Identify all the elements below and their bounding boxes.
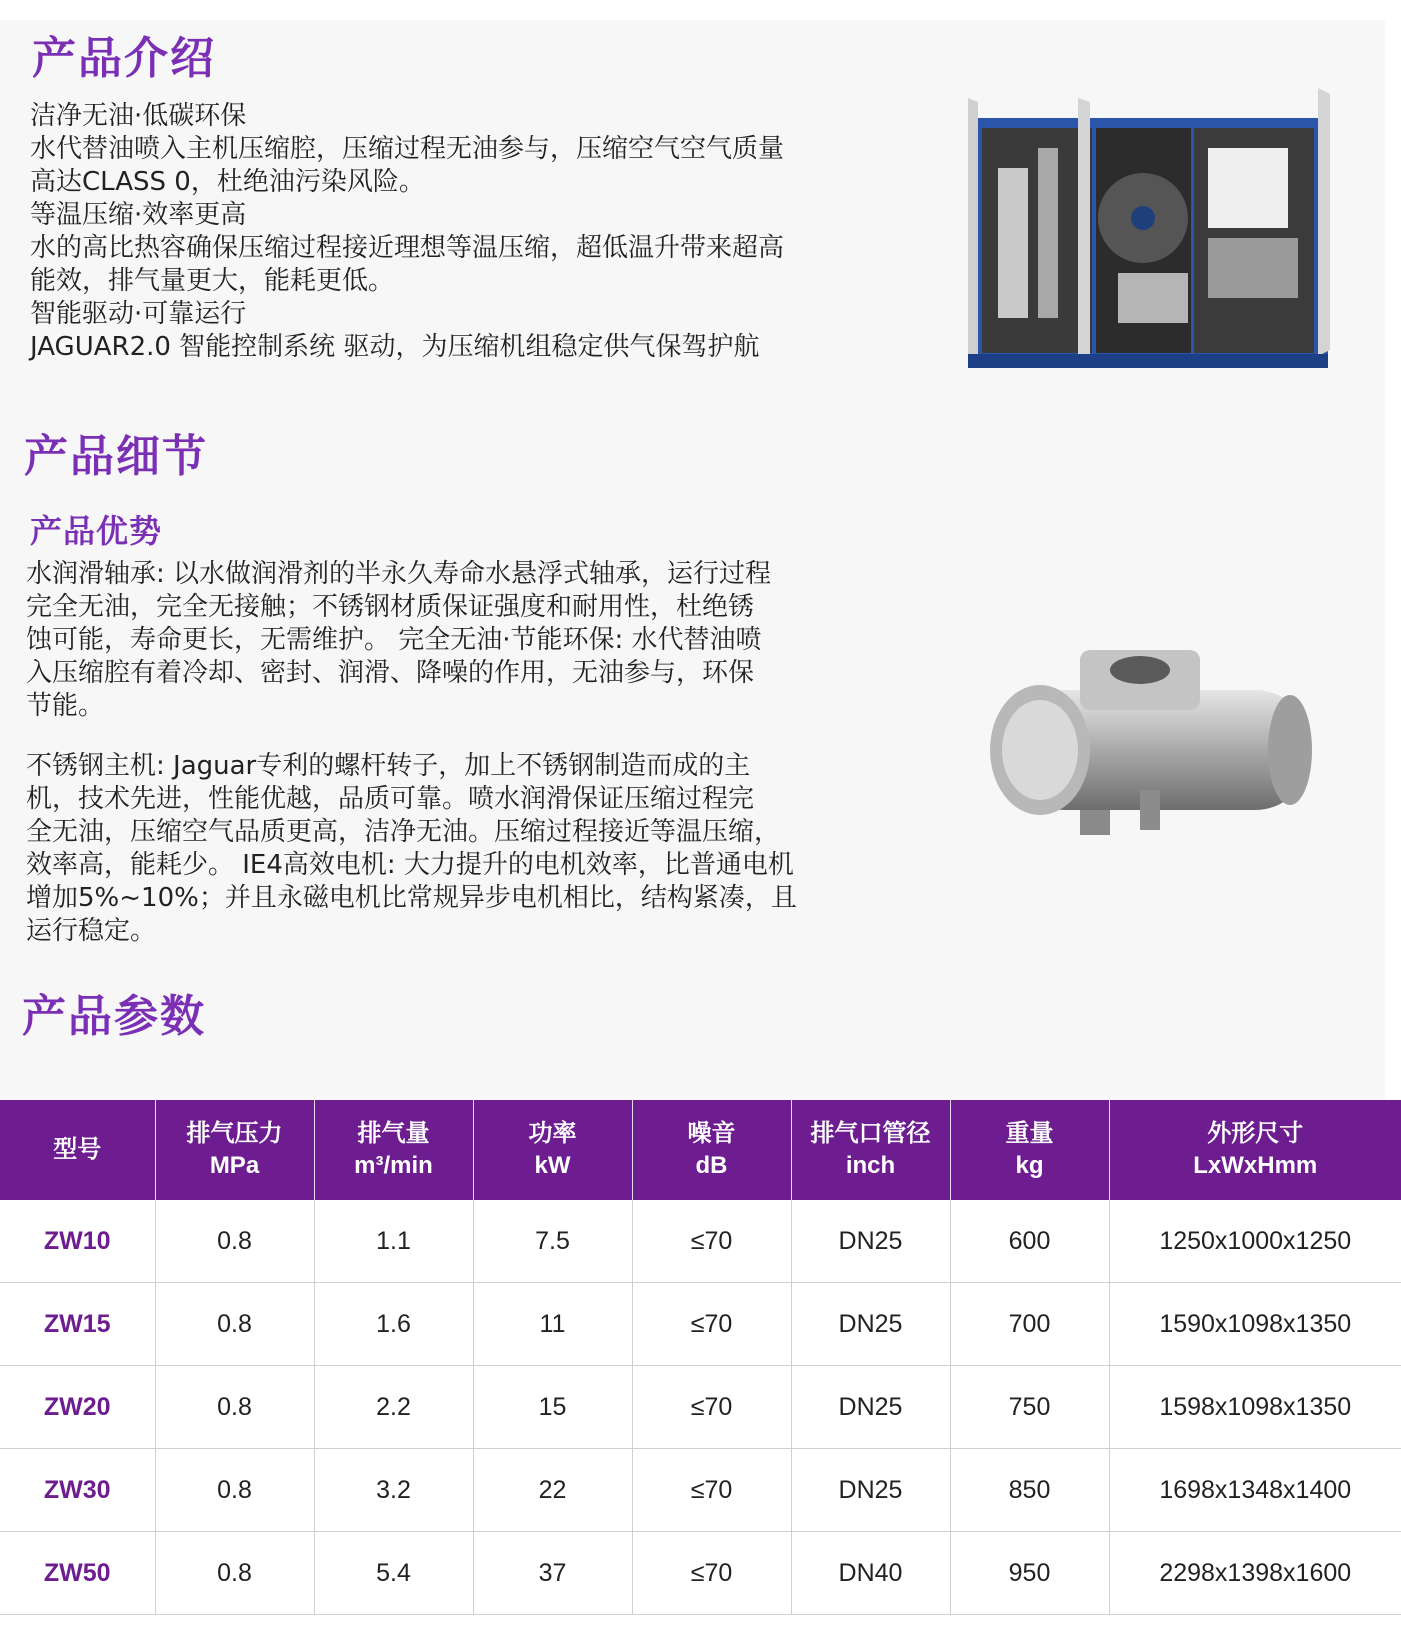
paragraph-line: 节能。 xyxy=(26,691,105,721)
model-cell: ZW50 xyxy=(0,1532,155,1615)
table-cell: DN25 xyxy=(791,1449,950,1532)
table-cell: 7.5 xyxy=(473,1200,632,1283)
table-row xyxy=(0,1449,1401,1532)
table-cell: ≤70 xyxy=(632,1283,791,1366)
table-row xyxy=(0,1532,1401,1615)
intro-line: 水的高比热容确保压缩过程接近理想等温压缩，超低温升带来超高 xyxy=(30,233,785,263)
table-cell: 850 xyxy=(950,1449,1109,1532)
column-header-unit: MPa xyxy=(209,1152,260,1179)
table-cell: 2298x1398x1600 xyxy=(1109,1532,1401,1615)
paragraph-line: 入压缩腔有着冷却、密封、润滑、降噪的作用，无油参与，环保 xyxy=(26,658,755,688)
intro-heading: 产品介绍 xyxy=(32,33,216,84)
model-cell: ZW20 xyxy=(0,1366,155,1449)
table-row xyxy=(0,1283,1401,1366)
intro-line: 能效，排气量更大，能耗更低。 xyxy=(30,266,395,296)
intro-text xyxy=(30,100,784,364)
params-heading: 产品参数 xyxy=(22,991,206,1042)
column-header-label: 外形尺寸 xyxy=(1207,1120,1304,1147)
model-cell: ZW30 xyxy=(0,1449,155,1532)
advantages-heading: 产品优势 xyxy=(30,512,163,550)
air-end-image xyxy=(980,640,1340,860)
table-cell: ≤70 xyxy=(632,1366,791,1449)
paragraph-line: 全无油，压缩空气品质更高，洁净无油。压缩过程接近等温压缩， xyxy=(26,817,781,847)
column-header-unit: m³/min xyxy=(354,1152,433,1179)
table-cell: 950 xyxy=(950,1532,1109,1615)
advantages-paragraph-1 xyxy=(26,558,771,723)
model-cell: ZW10 xyxy=(0,1200,155,1283)
spec-table xyxy=(0,1100,1401,1615)
column-header-label: 重量 xyxy=(1005,1120,1054,1147)
column-header xyxy=(473,1100,632,1200)
table-cell: 2.2 xyxy=(314,1366,473,1449)
paragraph-line: 蚀可能，寿命更长，无需维护。 完全无油·节能环保: 水代替油喷 xyxy=(26,625,762,655)
column-header-label: 排气量 xyxy=(357,1120,430,1147)
table-cell: 15 xyxy=(473,1366,632,1449)
model-cell: ZW15 xyxy=(0,1283,155,1366)
column-header-unit: LxWxHmm xyxy=(1193,1152,1318,1179)
column-header-unit: dB xyxy=(695,1152,728,1179)
intro-line: JAGUAR2.0 智能控制系统 驱动，为压缩机组稳定供气保驾护航 xyxy=(30,332,760,362)
table-cell: 750 xyxy=(950,1366,1109,1449)
table-cell: ≤70 xyxy=(632,1200,791,1283)
column-header-unit: inch xyxy=(845,1152,896,1179)
paragraph-line: 完全无油，完全无接触；不锈钢材质保证强度和耐用性，杜绝锈 xyxy=(26,592,755,622)
table-cell: 1.1 xyxy=(314,1200,473,1283)
table-cell: DN25 xyxy=(791,1200,950,1283)
table-cell: 11 xyxy=(473,1283,632,1366)
column-header-label: 型号 xyxy=(53,1136,102,1163)
intro-line: 智能驱动·可靠运行 xyxy=(30,299,247,329)
paragraph-line: 增加5%~10%；并且永磁电机比常规异步电机相比，结构紧凑，且 xyxy=(26,883,797,913)
column-header xyxy=(155,1100,314,1200)
column-header-label: 功率 xyxy=(528,1120,577,1147)
column-header xyxy=(314,1100,473,1200)
intro-line: 等温压缩·效率更高 xyxy=(30,200,247,230)
table-cell: 0.8 xyxy=(155,1283,314,1366)
table-row xyxy=(0,1366,1401,1449)
table-cell: 1598x1098x1350 xyxy=(1109,1366,1401,1449)
table-cell: 0.8 xyxy=(155,1449,314,1532)
table-cell: 3.2 xyxy=(314,1449,473,1532)
column-header xyxy=(1109,1100,1401,1200)
table-cell: DN40 xyxy=(791,1532,950,1615)
paragraph-line: 运行稳定。 xyxy=(26,916,157,946)
table-cell: 0.8 xyxy=(155,1200,314,1283)
intro-line: 水代替油喷入主机压缩腔，压缩过程无油参与，压缩空气空气质量 xyxy=(30,134,785,164)
table-cell: 5.4 xyxy=(314,1532,473,1615)
compressor-cabinet-image xyxy=(968,88,1338,376)
column-header xyxy=(632,1100,791,1200)
intro-line: 高达CLASS 0，杜绝油污染风险。 xyxy=(30,167,425,197)
table-cell: ≤70 xyxy=(632,1449,791,1532)
table-cell: 1.6 xyxy=(314,1283,473,1366)
table-cell: 1698x1348x1400 xyxy=(1109,1449,1401,1532)
table-cell: DN25 xyxy=(791,1366,950,1449)
column-header xyxy=(0,1100,155,1200)
column-header-label: 排气压力 xyxy=(186,1120,283,1147)
column-header-label: 噪音 xyxy=(687,1120,736,1147)
table-cell: 0.8 xyxy=(155,1366,314,1449)
table-cell: 22 xyxy=(473,1449,632,1532)
table-cell: DN25 xyxy=(791,1283,950,1366)
paragraph-line: 水润滑轴承: 以水做润滑剂的半永久寿命水悬浮式轴承，运行过程 xyxy=(26,559,772,589)
paragraph-line: 不锈钢主机: Jaguar专利的螺杆转子，加上不锈钢制造而成的主 xyxy=(26,751,751,781)
advantages-paragraph-2 xyxy=(26,750,797,948)
intro-line: 洁净无油·低碳环保 xyxy=(30,101,247,131)
paragraph-line: 机，技术先进，性能优越，品质可靠。喷水润滑保证压缩过程完 xyxy=(26,784,755,814)
table-cell: 600 xyxy=(950,1200,1109,1283)
column-header-unit: kg xyxy=(1015,1152,1044,1179)
column-header-label: 排气口管径 xyxy=(810,1120,931,1147)
table-row xyxy=(0,1200,1401,1283)
table-cell: ≤70 xyxy=(632,1532,791,1615)
table-header-row xyxy=(0,1100,1401,1200)
table-cell: 1250x1000x1250 xyxy=(1109,1200,1401,1283)
column-header xyxy=(791,1100,950,1200)
table-cell: 37 xyxy=(473,1532,632,1615)
details-heading: 产品细节 xyxy=(24,431,208,482)
paragraph-line: 效率高，能耗少。 IE4高效电机: 大力提升的电机效率，比普通电机 xyxy=(26,850,794,880)
table-cell: 1590x1098x1350 xyxy=(1109,1283,1401,1366)
column-header-unit: kW xyxy=(534,1152,571,1179)
table-cell: 700 xyxy=(950,1283,1109,1366)
table-cell: 0.8 xyxy=(155,1532,314,1615)
column-header xyxy=(950,1100,1109,1200)
